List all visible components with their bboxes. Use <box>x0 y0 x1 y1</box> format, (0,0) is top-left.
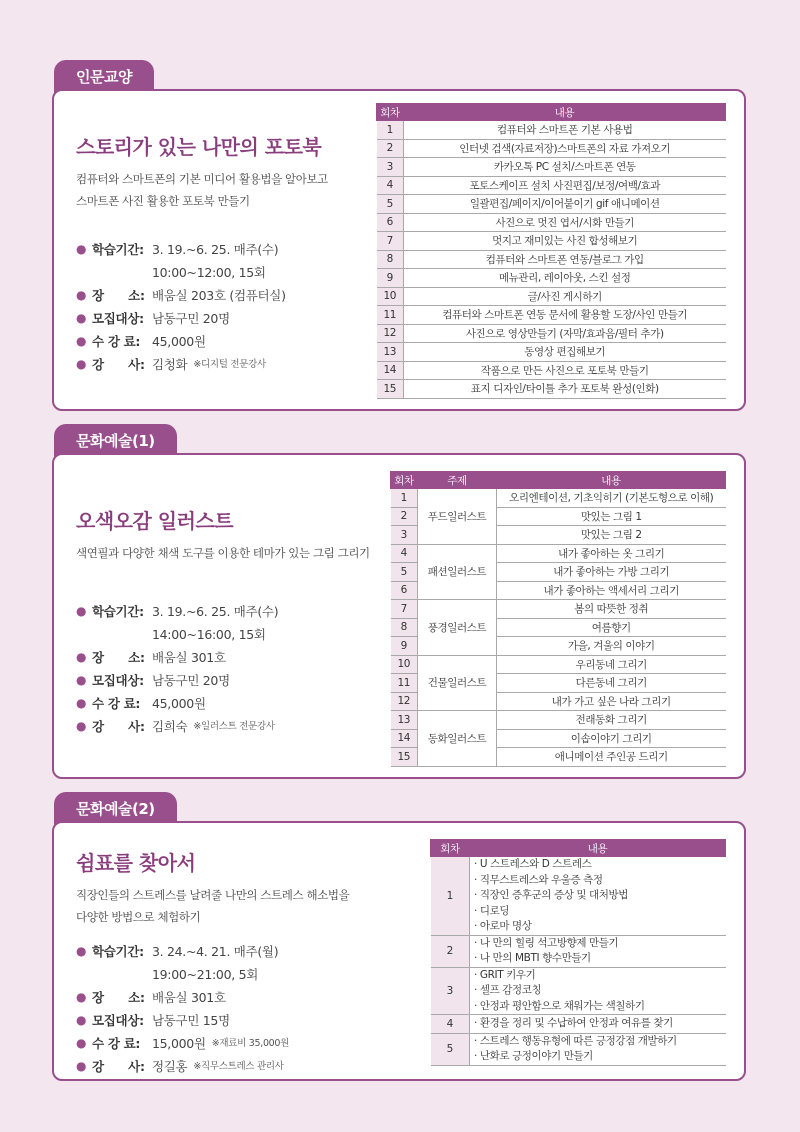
table-row <box>391 655 726 674</box>
session-content: 컴퓨터와 스마트폰 연동/블로그 가입 <box>404 250 726 269</box>
session-number: 1 <box>391 489 418 508</box>
content-line: · 난화로 긍정이야기 만들기 <box>474 1050 593 1062</box>
target-label: 모집대상: <box>92 311 144 326</box>
fee-value: 45,000원 <box>152 334 206 349</box>
fee-note: ※재료비 35,000원 <box>211 1038 290 1049</box>
session-content: 맛있는 그림 2 <box>497 526 726 545</box>
session-content <box>470 1015 726 1034</box>
teacher-note: ※직무스트레스 관리사 <box>193 1061 284 1072</box>
session-number: 11 <box>391 674 418 693</box>
course-title: 오색오감 일러스트 <box>76 509 234 533</box>
table-row <box>377 306 726 325</box>
section-tab-arts-1: 문화예술(1) <box>54 424 177 458</box>
session-number: 11 <box>377 306 404 325</box>
teacher-value: 정길홍 <box>152 1059 188 1074</box>
session-content: 내가 좋아하는 가방 그리기 <box>497 563 726 582</box>
fee-value: 15,000원 <box>152 1036 206 1051</box>
session-content: 인터넷 검색(자료저장)스마트폰의 자료 가져오기 <box>404 139 726 158</box>
teacher-note: ※디지털 전문강사 <box>193 359 266 370</box>
header-session: 회차 <box>377 104 404 121</box>
session-content: 표지 디자인/타이틀 추가 포토북 완성(인화) <box>404 380 726 399</box>
session-number: 3 <box>377 158 404 177</box>
table-row <box>377 343 726 362</box>
session-number: 3 <box>431 967 470 1015</box>
table-row <box>377 361 726 380</box>
session-theme: 건물일러스트 <box>418 655 497 711</box>
content-line: · 스트레스 행동유형에 따른 긍정강점 개발하기 <box>474 1034 677 1047</box>
table-row <box>431 1015 726 1034</box>
period-time: 14:00~16:00, 15회 <box>152 627 266 642</box>
table-row <box>377 176 726 195</box>
section-tab-arts-2: 문화예술(2) <box>54 792 177 826</box>
section-tab-humanities: 인문교양 <box>54 60 154 94</box>
fee-value: 45,000원 <box>152 696 206 711</box>
session-number: 15 <box>377 380 404 399</box>
session-content: 가을, 겨울의 이야기 <box>497 637 726 656</box>
table-row <box>391 489 726 508</box>
session-theme: 패션일러스트 <box>418 544 497 600</box>
place-label: 장 소: <box>92 650 145 665</box>
session-number: 13 <box>391 711 418 730</box>
fee-label: 수 강 료: <box>92 696 141 711</box>
course-details: ● 학습기간: 3. 24.~4. 21. 매주(월) 19:00~21:00, 5회 ● 장 소: 배움실 301호 ● 모집대상: 남동구민 15명 ● 수 강 료: 15,000원 ※재료비 35,000원 ● 강 사: 정길홍 ※직무스트레스 관리사 <box>76 940 376 1078</box>
course-title: 쉼표를 찾아서 <box>76 851 196 875</box>
session-number: 9 <box>377 269 404 288</box>
session-number: 4 <box>391 544 418 563</box>
schedule-table <box>430 839 726 1066</box>
teacher-value: 김청화 <box>152 357 188 372</box>
session-number: 5 <box>377 195 404 214</box>
session-number: 2 <box>377 139 404 158</box>
session-number: 12 <box>391 692 418 711</box>
session-number: 12 <box>377 324 404 343</box>
session-theme: 푸드일러스트 <box>418 489 497 545</box>
content-line: · 환경을 정리 및 수납하여 안정과 여유를 찾기 <box>474 1017 673 1029</box>
desc-line: 직장인들의 스트레스를 날려줄 나만의 스트레스 해소법을 <box>76 888 350 902</box>
target-value: 남동구민 20명 <box>152 673 230 688</box>
content-line: · 셀프 감정코칭 <box>474 984 542 996</box>
target-value: 남동구민 15명 <box>152 1013 230 1028</box>
session-content: 멋지고 재미있는 사진 합성해보기 <box>404 232 726 251</box>
fee-label: 수 강 료: <box>92 1036 141 1051</box>
session-content <box>470 967 726 1015</box>
session-number: 5 <box>431 1033 470 1065</box>
table-row <box>377 250 726 269</box>
session-number: 14 <box>377 361 404 380</box>
session-number: 4 <box>377 176 404 195</box>
fee-label: 수 강 료: <box>92 334 141 349</box>
session-number: 8 <box>391 618 418 637</box>
period-label: 학습기간: <box>92 944 144 959</box>
period-label: 학습기간: <box>92 242 144 257</box>
course-info <box>76 505 376 738</box>
session-number: 1 <box>377 121 404 140</box>
table-row <box>391 600 726 619</box>
session-content: 작품으로 만든 사진으로 포토북 만들기 <box>404 361 726 380</box>
header-session: 회차 <box>391 472 418 489</box>
session-number: 14 <box>391 729 418 748</box>
header-session: 회차 <box>431 840 470 857</box>
period-label: 학습기간: <box>92 604 144 619</box>
session-theme: 동화일러스트 <box>418 711 497 767</box>
session-number: 4 <box>431 1015 470 1034</box>
session-content: 봄의 따뜻한 정취 <box>497 600 726 619</box>
target-label: 모집대상: <box>92 1013 144 1028</box>
table-row <box>377 380 726 399</box>
table-row <box>431 935 726 967</box>
desc-line: 색연필과 다양한 채색 도구를 이용한 테마가 있는 그림 그리기 <box>76 546 370 560</box>
session-number: 13 <box>377 343 404 362</box>
session-number: 1 <box>431 857 470 936</box>
session-content: 컴퓨터와 스마트폰 연동 문서에 활용할 도장/사인 만들기 <box>404 306 726 325</box>
session-content: 사진으로 멋진 엽서/시화 만들기 <box>404 213 726 232</box>
course-details: ● 학습기간: 3. 19.~6. 25. 매주(수) 10:00~12:00, 15회 ● 장 소: 배움실 203호 (컴퓨터실) ● 모집대상: 남동구민 20명 ● 수 강 료: 45,000원 ● 강 사: 김청화 ※디지털 전문강사 <box>76 238 376 376</box>
session-number: 5 <box>391 563 418 582</box>
session-content: 메뉴관리, 레이아웃, 스킨 설정 <box>404 269 726 288</box>
header-content: 내용 <box>470 840 726 857</box>
table-row <box>377 158 726 177</box>
table-row <box>391 544 726 563</box>
table-row <box>377 232 726 251</box>
course-info <box>76 847 376 1078</box>
course-title: 스토리가 있는 나만의 포토북 <box>76 135 322 159</box>
session-content: 동영상 편집해보기 <box>404 343 726 362</box>
content-line: · U 스트레스와 D 스트레스 <box>474 858 592 870</box>
session-content: 글/사진 게시하기 <box>404 287 726 306</box>
course-description <box>76 542 376 564</box>
table-row <box>377 213 726 232</box>
course-description <box>76 168 376 212</box>
course-panel-photobook <box>52 89 746 411</box>
period-value: 3. 19.~6. 25. 매주(수) <box>152 604 279 619</box>
course-panel-stress <box>52 821 746 1081</box>
header-content: 내용 <box>404 104 726 121</box>
teacher-note: ※일러스트 전문강사 <box>193 721 275 732</box>
session-content: 내가 좋아하는 액세서리 그리기 <box>497 581 726 600</box>
session-number: 8 <box>377 250 404 269</box>
session-content: 사진으로 영상만들기 (자막/효과음/필터 추가) <box>404 324 726 343</box>
course-description <box>76 884 376 928</box>
schedule-table <box>376 103 726 399</box>
desc-line: 컴퓨터와 스마트폰의 기본 미디어 활용법을 알아보고 <box>76 172 328 186</box>
session-number: 6 <box>391 581 418 600</box>
session-content: 맛있는 그림 1 <box>497 507 726 526</box>
session-number: 2 <box>431 935 470 967</box>
course-panel-illustration <box>52 453 746 779</box>
session-number: 15 <box>391 748 418 767</box>
schedule-table <box>390 471 726 767</box>
content-line: · 직장인 증후군의 증상 및 대처방법 <box>474 889 629 901</box>
header-theme: 주제 <box>418 472 497 489</box>
table-row <box>377 195 726 214</box>
place-value: 배움실 301호 <box>152 990 226 1005</box>
place-label: 장 소: <box>92 288 145 303</box>
session-content: 애니메이션 주인공 드리기 <box>497 748 726 767</box>
teacher-label: 강 사: <box>92 357 145 372</box>
content-line: · 나 만의 MBTI 향수만들기 <box>474 952 591 964</box>
target-value: 남동구민 20명 <box>152 311 230 326</box>
period-value: 3. 24.~4. 21. 매주(월) <box>152 944 279 959</box>
desc-line: 다양한 방법으로 체험하기 <box>76 910 201 924</box>
session-number: 10 <box>391 655 418 674</box>
session-number: 9 <box>391 637 418 656</box>
session-number: 7 <box>377 232 404 251</box>
course-details: ● 학습기간: 3. 19.~6. 25. 매주(수) 14:00~16:00, 15회 ● 장 소: 배움실 301호 ● 모집대상: 남동구민 20명 ● 수 강 료: 45,000원 ● 강 사: 김희숙 ※일러스트 전문강사 <box>76 600 376 738</box>
place-label: 장 소: <box>92 990 145 1005</box>
table-row <box>377 287 726 306</box>
session-content: 카카오톡 PC 설치/스마트폰 연동 <box>404 158 726 177</box>
teacher-label: 강 사: <box>92 719 145 734</box>
session-content: 전래동화 그리기 <box>497 711 726 730</box>
period-value: 3. 19.~6. 25. 매주(수) <box>152 242 279 257</box>
session-content: 내가 가고 싶은 나라 그리기 <box>497 692 726 711</box>
table-row <box>431 967 726 1015</box>
course-info <box>76 131 376 376</box>
session-theme: 풍경일러스트 <box>418 600 497 656</box>
place-value: 배움실 203호 (컴퓨터실) <box>152 288 286 303</box>
session-content: 내가 좋아하는 옷 그리기 <box>497 544 726 563</box>
period-time: 10:00~12:00, 15회 <box>152 265 266 280</box>
session-content <box>470 857 726 936</box>
content-line: · 직무스트레스와 우울증 측정 <box>474 873 603 886</box>
session-content: 포토스케이프 설치 사진편집/보정/여백/효과 <box>404 176 726 195</box>
table-row <box>391 711 726 730</box>
session-content <box>470 935 726 967</box>
table-row <box>377 121 726 140</box>
session-content: 컴퓨터와 스마트폰 기본 사용법 <box>404 121 726 140</box>
session-content: 일괄편집/페이지/이어붙이기 gif 애니메이션 <box>404 195 726 214</box>
session-number: 2 <box>391 507 418 526</box>
desc-line: 스마트폰 사진 활용한 포토북 만들기 <box>76 194 250 208</box>
session-content: 우리동네 그리기 <box>497 655 726 674</box>
session-content: 오리엔테이션, 기초익히기 (기본도형으로 이해) <box>497 489 726 508</box>
session-number: 10 <box>377 287 404 306</box>
content-line: · 디로딩 <box>474 904 510 917</box>
session-content: 다른동네 그리기 <box>497 674 726 693</box>
content-line: · GRIT 키우기 <box>474 968 536 981</box>
place-value: 배움실 301호 <box>152 650 226 665</box>
content-line: · 아로마 명상 <box>474 920 532 932</box>
table-row <box>431 857 726 936</box>
table-row <box>377 139 726 158</box>
content-line: · 나 만의 힐링 석고방향제 만들기 <box>474 936 619 949</box>
teacher-value: 김희숙 <box>152 719 188 734</box>
session-number: 6 <box>377 213 404 232</box>
teacher-label: 강 사: <box>92 1059 145 1074</box>
header-content: 내용 <box>497 472 726 489</box>
period-time: 19:00~21:00, 5회 <box>152 967 258 982</box>
table-row <box>431 1033 726 1065</box>
table-row <box>377 324 726 343</box>
session-content: 이솝이야기 그리기 <box>497 729 726 748</box>
session-number: 7 <box>391 600 418 619</box>
table-row <box>377 269 726 288</box>
content-line: · 안정과 평안함으로 채워가는 색칠하기 <box>474 999 645 1012</box>
session-number: 3 <box>391 526 418 545</box>
session-content <box>470 1033 726 1065</box>
target-label: 모집대상: <box>92 673 144 688</box>
session-content: 여름향기 <box>497 618 726 637</box>
